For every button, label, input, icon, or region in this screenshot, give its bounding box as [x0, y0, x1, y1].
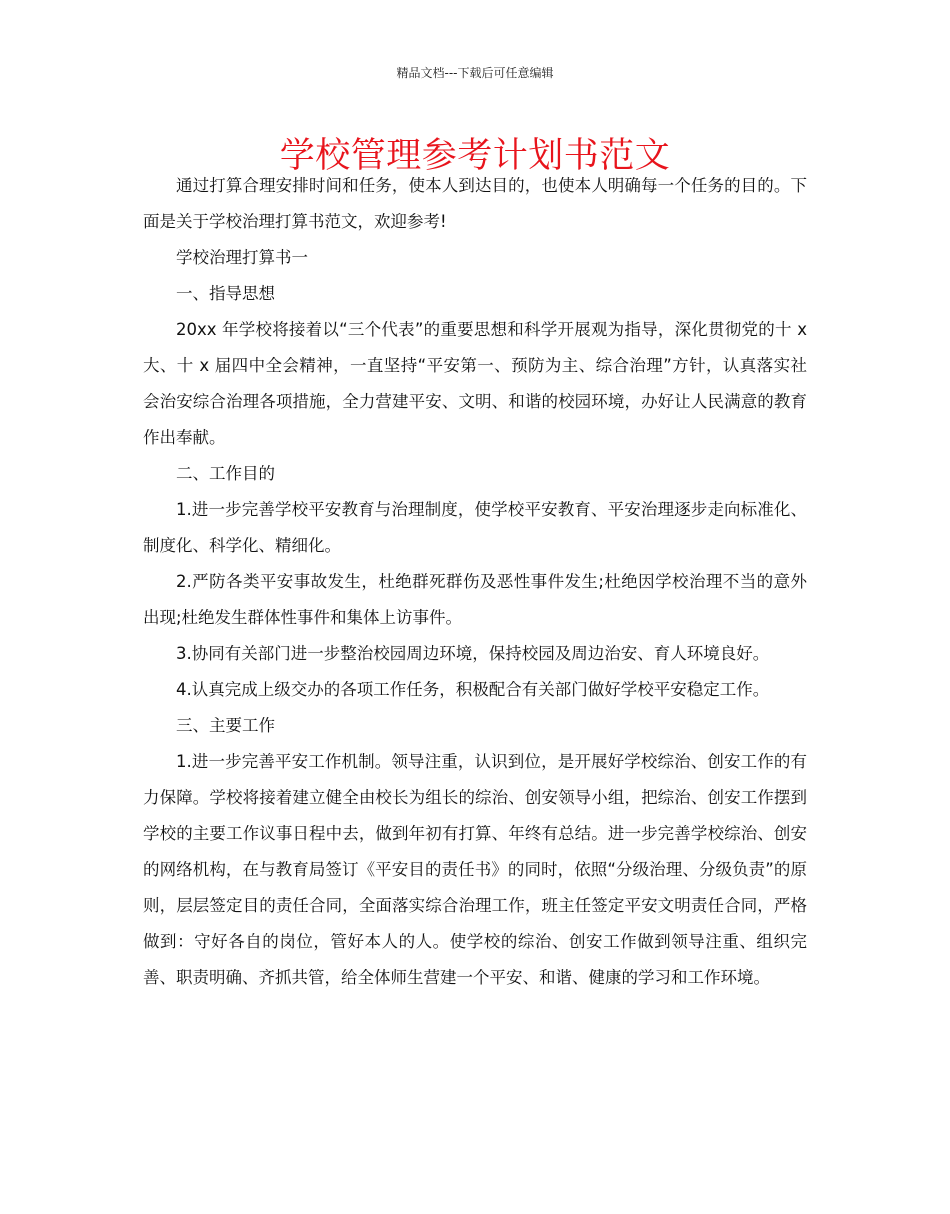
- paragraph-goal-2: 2.严防各类平安事故发生，杜绝群死群伤及恶性事件发生;杜绝因学校治理不当的意外出现;杜绝发生群体性事件和集体上访事件。: [143, 572, 807, 627]
- paragraph-plan-heading: 学校治理打算书一: [176, 248, 308, 267]
- paragraph-goal-4: 4.认真完成上级交办的各项工作任务，积极配合有关部门做好学校平安稳定工作。: [176, 680, 770, 699]
- section-heading-main-work: 三、主要工作: [176, 716, 275, 735]
- paragraph-main-work-1: 1.进一步完善平安工作机制。领导注重，认识到位，是开展好学校综治、创安工作的有力保障。学校将接着建立健全由校长为组长的综治、创安领导小组，把综治、创安工作摆到学校的主要工作议事日程中去，做到年初有打算、年终有总结。进一步完善学校综治、创安的网络机构，在与教育局签订《平安目的责任书》的同时，依照“分级治理、分级负责”的原则，层层签定目的责任合同，全面落实综合治理工作，班主任签定平安文明责任合同，严格做到：守好各自的岗位，管好本人的人。使学校的综治、创安工作做到领导注重、组织完善、职责明确、齐抓共管，给全体师生营建一个平安、和谐、健康的学习和工作环境。: [143, 752, 807, 987]
- document-body: [143, 168, 807, 996]
- paragraph-intro: 通过打算合理安排时间和任务，使本人到达目的，也使本人明确每一个任务的目的。下面是关于学校治理打算书范文，欢迎参考!: [143, 176, 807, 231]
- header-note: 精品文档---下载后可任意编辑: [396, 66, 554, 80]
- section-heading-guiding-thought: 一、指导思想: [176, 284, 275, 303]
- paragraph-goal-3: 3.协同有关部门进一步整治校园周边环境，保持校园及周边治安、育人环境良好。: [176, 644, 770, 663]
- paragraph-guiding-thought: 20xx 年学校将接着以“三个代表”的重要思想和科学开展观为指导，深化贯彻党的十 x 大、十 x 届四中全会精神，一直坚持“平安第一、预防为主、综合治理”方针，认真落实社会治安综合治理各项措施，全力营建平安、文明、和谐的校园环境，办好让人民满意的教育作出奉献。: [143, 320, 807, 447]
- section-heading-work-goals: 二、工作目的: [176, 464, 275, 483]
- paragraph-goal-1: 1.进一步完善学校平安教育与治理制度，使学校平安教育、平安治理逐步走向标准化、制度化、科学化、精细化。: [143, 500, 807, 555]
- document-title: 学校管理参考计划书范文: [279, 136, 671, 176]
